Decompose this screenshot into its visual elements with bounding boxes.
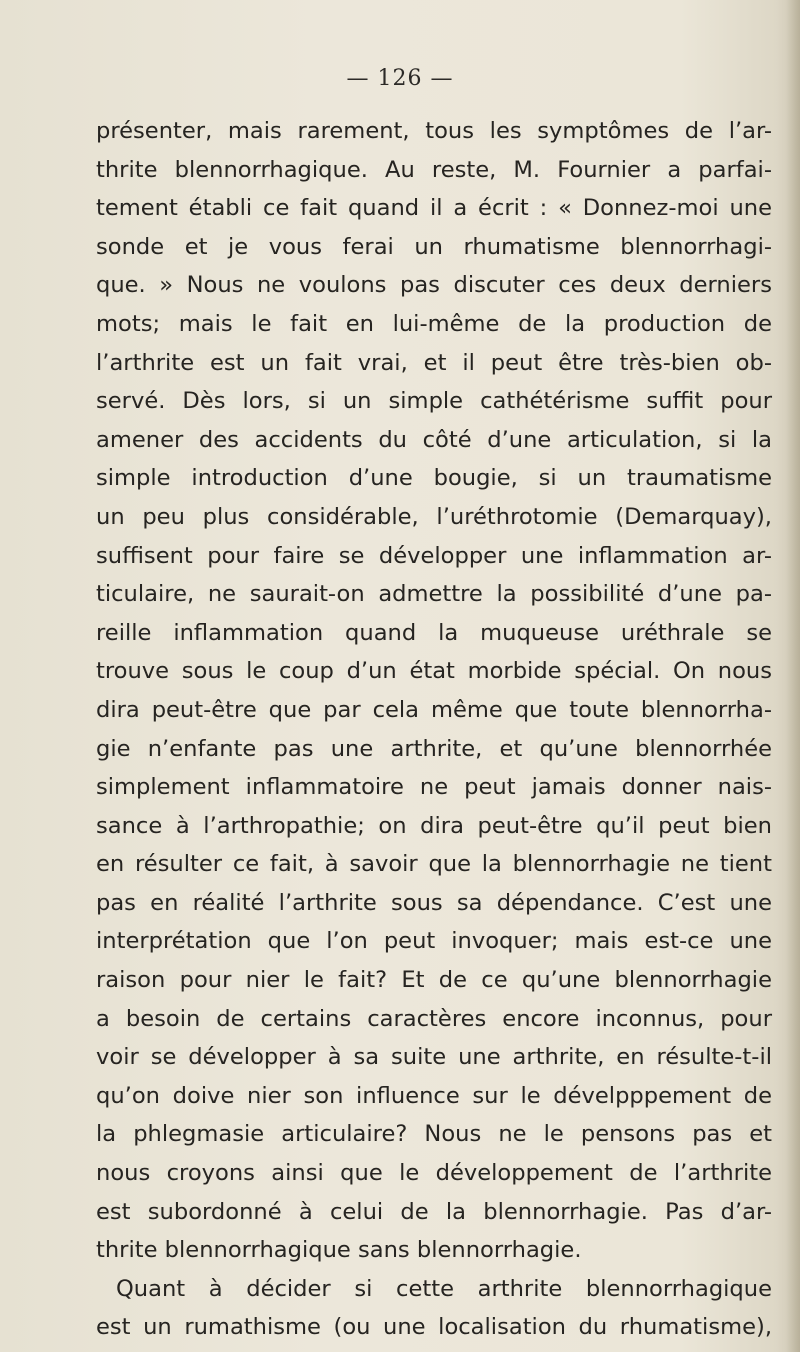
text-line: que. » Nous ne voulons pas discuter ces deux derniers	[96, 272, 772, 299]
text-line: un peu plus considérable, l’uréthrotomie (Demarquay),	[96, 503, 772, 530]
text-line: simple introduction d’une bougie, si un traumatisme	[96, 465, 772, 492]
text-line: trouve sous le coup d’un état morbide spécial. On nous	[96, 658, 772, 685]
text-line: voir se développer à sa suite une arthrite, en résulte-t-il	[96, 1044, 772, 1071]
text-line: présenter, mais rarement, tous les symptômes de l’ar-	[96, 118, 772, 144]
text-line: thrite blennorrhagique sans blennorrhagie.	[96, 1237, 582, 1264]
text-line: thrite blennorrhagique. Au reste, M. Fournier a parfai-	[96, 156, 772, 183]
body-text	[96, 112, 772, 1347]
text-line: qu’on doive nier son influence sur le dévelpppement de	[96, 1082, 772, 1109]
text-line: raison pour nier le fait? Et de ce qu’une blennorrhagie	[96, 967, 772, 994]
text-line: sance à l’arthropathie; on dira peut-être qu’il peut bien	[96, 812, 772, 839]
text-line: dira peut-être que par cela même que toute blennorrha-	[96, 696, 772, 723]
text-line: en résulter ce fait, à savoir que la blennorrhagie ne tient	[96, 851, 772, 878]
page-edge-shadow	[786, 0, 800, 1352]
text-line: ticulaire, ne saurait-on admettre la possibilité d’une pa-	[96, 581, 772, 608]
text-line: sonde et je vous ferai un rhumatisme blennorrhagi-	[96, 233, 772, 260]
text-line: pas en réalité l’arthrite sous sa dépendance. C’est une	[96, 889, 772, 916]
text-line: reille inflammation quand la muqueuse uréthrale se	[96, 619, 772, 646]
text-line: Quant à décider si cette arthrite blennorrhagique	[116, 1275, 772, 1302]
text-line: servé. Dès lors, si un simple cathétérisme suffit pour	[96, 388, 772, 415]
text-line: a besoin de certains caractères encore inconnus, pour	[96, 1005, 772, 1032]
text-line: simplement inflammatoire ne peut jamais donner nais-	[96, 774, 772, 801]
text-line: la phlegmasie articulaire? Nous ne le pensons pas et	[96, 1121, 772, 1148]
text-line: est subordonné à celui de la blennorrhagie. Pas d’ar-	[96, 1198, 772, 1225]
text-line: nous croyons ainsi que le développement de l’arthrite	[96, 1160, 772, 1187]
text-line: tement établi ce fait quand il a écrit : « Donnez-moi une	[96, 195, 772, 222]
text-line: interprétation que l’on peut invoquer; mais est-ce une	[96, 928, 772, 955]
text-line: gie n’enfante pas une arthrite, et qu’une blennorrhée	[96, 735, 772, 762]
page-number: — 126 —	[346, 66, 454, 91]
text-line: mots; mais le fait en lui-même de la production de	[96, 310, 772, 337]
text-line: suffisent pour faire se développer une inflammation ar-	[96, 542, 772, 569]
text-line: est un rumathisme (ou une localisation du rhumatisme),	[96, 1314, 772, 1341]
text-line: amener des accidents du côté d’une articulation, si la	[96, 426, 772, 453]
text-line: l’arthrite est un fait vrai, et il peut être très-bien ob-	[96, 349, 772, 376]
